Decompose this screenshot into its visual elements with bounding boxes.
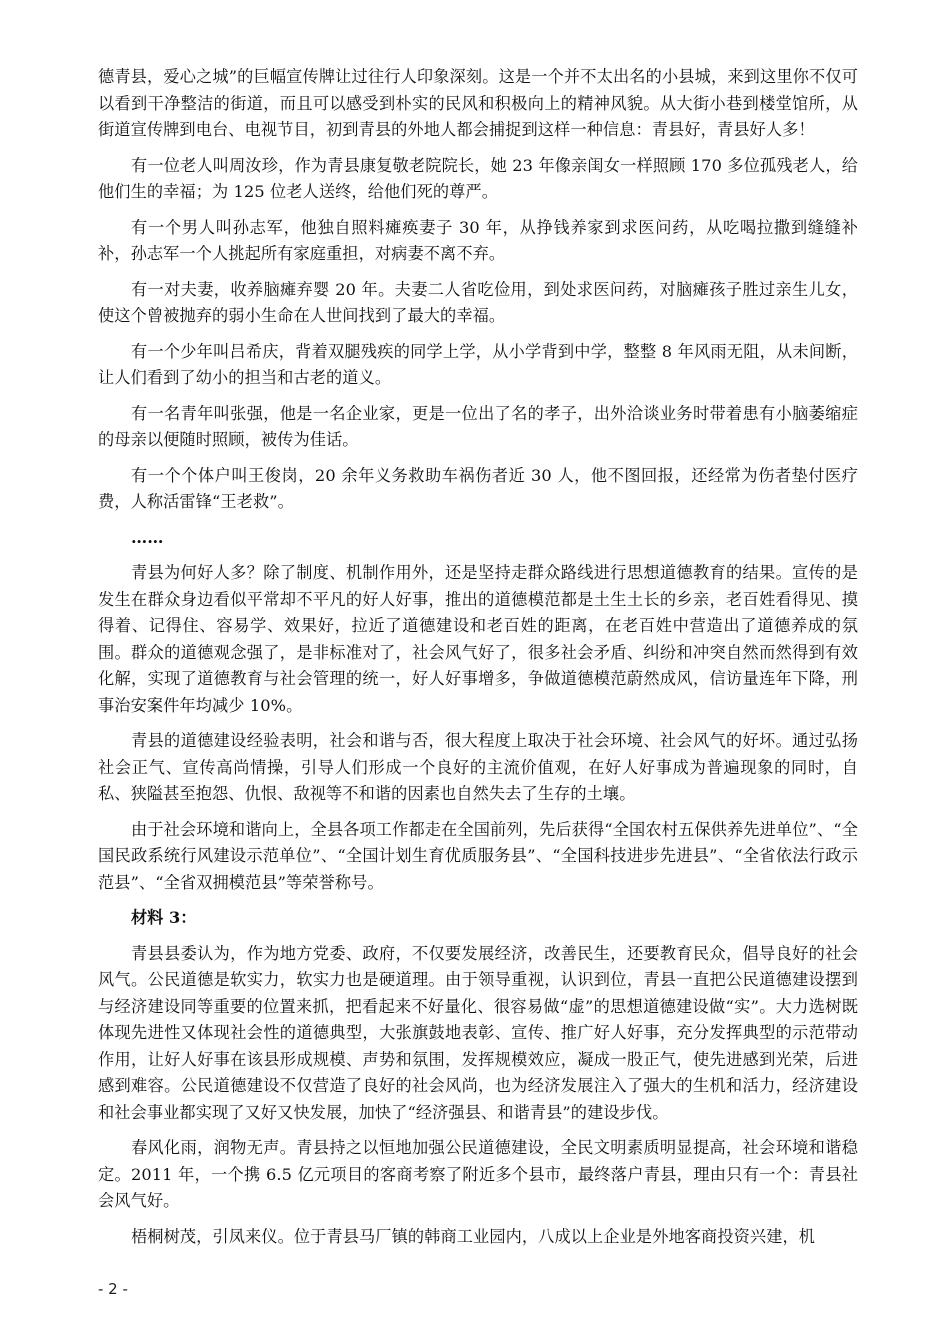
paragraph-zhang-qiang: 有一名青年叫张强，他是一名企业家，更是一位出了名的孝子，出外洽谈业务时带着患有小脑萎缩症的母亲以便随时照顾，被传为佳话。 [98,403,858,449]
paragraph-why-good-people: 青县为何好人多？除了制度、机制作用外，还是坚持走群众路线进行思想道德教育的结果。宣传的是发生在群众身边看似平常却不平凡的好人好事，推出的道德模范都是土生土长的乡亲，老百姓看得见、摸得着、记得住、容易学、效果好，拉近了道德建设和老百姓的距离，在老百姓中营造出了道德养成的氛围。群众的道德观念强了，是非标准对了，社会风气好了，很多社会矛盾、纠纷和冲突自然而然得到有效化解，实现了道德教育与社会管理的统一，好人好事增多，争做道德模范蔚然成风，信访量连年下降，刑事治安案件年均减少 10%。 [98,563,858,715]
paragraph-honors: 由于社会环境和谐向上，全县各项工作都走在全国前列，先后获得“全国农村五保供养先进单位”、“全国民政系统行风建设示范单位”、“全国计划生育优质服务县”、“全国科技进步先进县”、“全省依法行政示范县”、“全省双拥模范县”等荣誉称号。 [98,819,858,892]
paragraph-zhou-ruzhen: 有一位老人叫周汝珍，作为青县康复敬老院院长，她 23 年像亲闺女一样照顾 170 多位孤残老人，给他们生的幸福；为 125 位老人送终，给他们死的尊严。 [98,155,858,201]
paragraph-moral-experience: 青县的道德建设经验表明，社会和谐与否，很大程度上取决于社会环境、社会风气的好坏。通过弘扬社会正气、宣传高尚情操，引导人们形成一个良好的主流价值观，在好人好事成为普遍现象的同时，自私、狭隘甚至抱怨、仇恨、敌视等不和谐的因素也自然失去了生存的土壤。 [98,731,858,803]
paragraph-wang-jungang: 有一个个体户叫王俊岗，20 余年义务救助车祸伤者近 30 人，他不图回报，还经常为伤者垫付医疗费，人称活雷锋“王老救”。 [98,465,858,511]
paragraph-intro: 德青县，爱心之城”的巨幅宣传牌让过往行人印象深刻。这是一个并不太出名的小县城，来到这里你不仅可以看到干净整洁的街道，而且可以感受到朴实的民风和积极向上的精神风貌。从大街小巷到楼堂馆所，从街道宣传牌到电台、电视节目，初到青县的外地人都会捕捉到这样一种信息：青县好，青县好人多！ [98,67,858,139]
ellipsis: …… [131,527,164,547]
paragraph-spring-breeze: 春风化雨，润物无声。青县持之以恒地加强公民道德建设，全民文明素质明显提高，社会环境和谐稳定。2011 年，一个携 6.5 亿元项目的客商考察了附近多个县市，最终落户青县，理由只有一个：青县社会风气好。 [98,1138,858,1210]
section-title-material-3: 材料 3： [131,908,197,927]
page-number: - 2 - [98,1280,128,1298]
paragraph-couple: 有一对夫妻，收养脑瘫弃婴 20 年。夫妻二人省吃俭用，到处求医问药，对脑瘫孩子胜过亲生儿女，使这个曾被抛弃的弱小生命在人世间找到了最大的幸福。 [98,279,858,325]
paragraph-county-committee: 青县县委认为，作为地方党委、政府，不仅要发展经济，改善民生，还要教育民众，倡导良好的社会风气。公民道德是软实力，软实力也是硬道理。由于领导重视，认识到位，青县一直把公民道德建设摆到与经济建设同等重要的位置来抓，把看起来不好量化、很容易做“虚”的思想道德建设做“实”。大力选树既体现先进性又体现社会性的道德典型，大张旗鼓地表彰、宣传、推广好人好事，充分发挥典型的示范带动作用，让好人好事在该县形成规模、声势和氛围，发挥规模效应，凝成一股正气，使先进感到光荣，后进感到难容。公民道德建设不仅营造了良好的社会风尚，也为经济发展注入了强大的生机和活力，经济建设和社会事业都实现了又好又快发展，加快了“经济强县、和谐青县”的建设步伐。 [98,943,858,1122]
paragraph-sun-zhijun: 有一个男人叫孙志军，他独自照料瘫痪妻子 30 年，从挣钱养家到求医问药，从吃喝拉撒到缝缝补补，孙志军一个人挑起所有家庭重担，对病妻不离不弃。 [98,217,858,263]
paragraph-phoenix: 梧桐树茂，引凤来仪。位于青县马厂镇的韩商工业园内，八成以上企业是外地客商投资兴建，机 [131,1226,816,1246]
document-body [98,64,858,1259]
paragraph-lv-xiqing: 有一个少年叫吕希庆，背着双腿残疾的同学上学，从小学背到中学，整整 8 年风雨无阻，从未间断，让人们看到了幼小的担当和古老的道义。 [98,341,858,387]
